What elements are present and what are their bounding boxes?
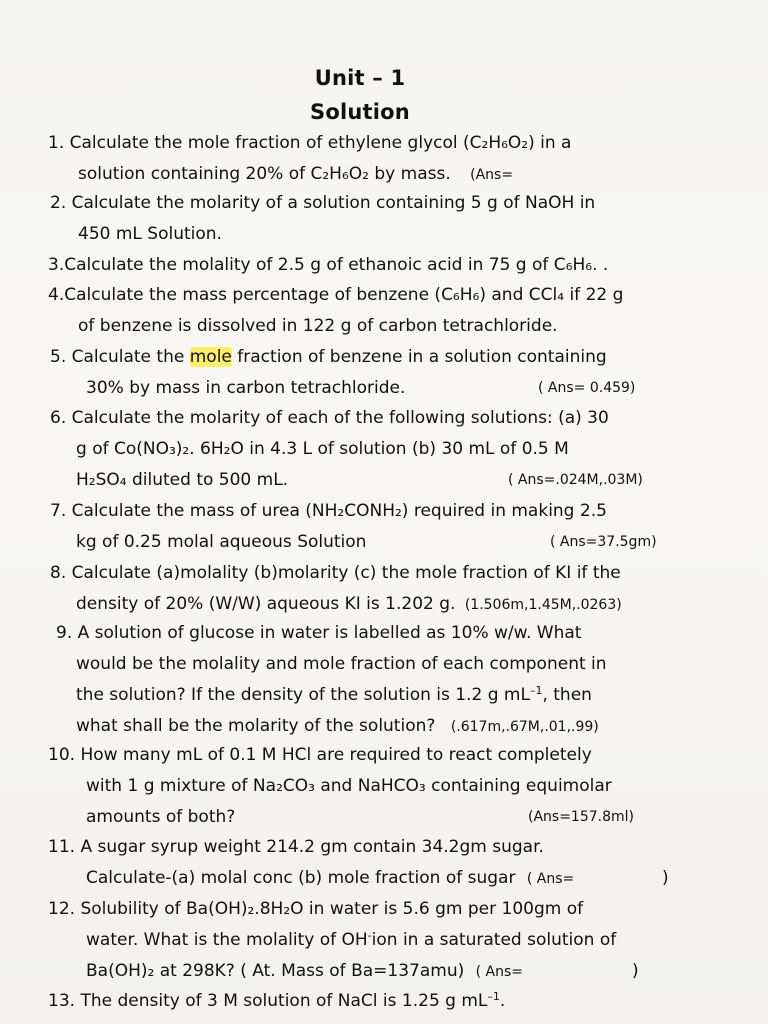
- question-11-line-2: Calculate-(a) molal conc (b) mole fraction of sugar: [86, 868, 516, 888]
- superscript: –1: [529, 684, 543, 697]
- question-7-answer: ( Ans=37.5gm): [550, 534, 657, 550]
- question-9-line-3-start: the solution? If the density of the solution is 1.2 g mL: [76, 685, 530, 705]
- superscript: -: [367, 929, 372, 942]
- question-9-line-3-wrap: [56, 680, 716, 711]
- question-10-line-1: 10. How many mL of 0.1 M HCl are required to react completely: [48, 745, 592, 765]
- question-1-line-1: 1. Calculate the mole fraction of ethylene glycol (C₂H₆O₂) in a: [48, 133, 572, 153]
- question-10-line-3: amounts of both?: [86, 807, 236, 827]
- question-8-answer: (1.506m,1.45M,.0263): [464, 597, 622, 613]
- question-5-line-1-wrap: [50, 342, 710, 373]
- question-6-answer: ( Ans=.024M,.03M): [508, 472, 643, 488]
- question-4-line-1: 4.Calculate the mass percentage of benzene (C₆H₆) and CCl₄ if 22 g: [48, 285, 624, 305]
- question-6-line-3-wrap: [50, 465, 710, 496]
- section-title: Solution: [310, 100, 410, 124]
- question-9-line-3-end: , then: [542, 685, 592, 705]
- question-5: [50, 342, 710, 404]
- question-12-line-2-wrap: [48, 925, 708, 956]
- question-12-line-2-start: water. What is the molality of OH: [86, 930, 368, 950]
- question-12-line-1: 12. Solubility of Ba(OH)₂.8H₂O in water is 5.6 gm per 100gm of: [48, 899, 584, 919]
- question-12-answer-close: ): [632, 961, 639, 981]
- question-5-line-2: 30% by mass in carbon tetrachloride.: [86, 378, 406, 398]
- question-2-line-1: 2. Calculate the molarity of a solution containing 5 g of NaOH in: [50, 193, 596, 213]
- question-1-line-2-wrap: [48, 159, 708, 190]
- question-9-answer: (.617m,.67M,.01,.99): [450, 719, 599, 735]
- question-13-line-1-start: 13. The density of 3 M solution of NaCl is 1.25 g mL: [48, 991, 488, 1011]
- question-7: [50, 496, 710, 558]
- question-8-line-2-wrap: [50, 589, 710, 620]
- question-5-line-2-wrap: [50, 373, 710, 404]
- question-6-line-2: g of Co(NO₃)₂. 6H₂O in 4.3 L of solution (b) 30 mL of 0.5 M: [76, 439, 569, 459]
- question-12-line-3-wrap: [48, 956, 708, 987]
- question-3-line-1: 3.Calculate the molality of 2.5 g of ethanoic acid in 75 g of C₆H₆. .: [48, 255, 609, 275]
- question-10-line-3-wrap: [48, 802, 708, 833]
- question-7-line-2-wrap: [50, 527, 710, 558]
- question-10-answer: (Ans=157.8ml): [528, 809, 635, 825]
- question-11-answer-close: ): [662, 868, 669, 888]
- question-13-line-1-wrap: [48, 986, 708, 1017]
- question-3: [48, 250, 708, 281]
- question-6-line-1: 6. Calculate the molarity of each of the following solutions: (a) 30: [50, 408, 609, 428]
- question-9-line-2: would be the molality and mole fraction of each component in: [76, 654, 607, 674]
- question-1-answer: (Ans=: [470, 167, 514, 183]
- question-5-line-1-end: fraction of benzene in a solution containing: [231, 347, 607, 367]
- question-8-line-2: density of 20% (W/W) aqueous KI is 1.202 g.: [76, 594, 456, 614]
- question-8: [50, 558, 710, 620]
- question-10: [48, 740, 708, 833]
- question-4: [48, 280, 708, 342]
- question-7-line-2: kg of 0.25 molal aqueous Solution: [76, 532, 367, 552]
- question-12-line-3: Ba(OH)₂ at 298K? ( At. Mass of Ba=137amu): [86, 961, 465, 981]
- superscript: –1: [487, 990, 500, 1003]
- highlighted-word: mole: [189, 347, 232, 367]
- question-8-line-1: 8. Calculate (a)molality (b)molarity (c) the mole fraction of KI if the: [50, 563, 621, 583]
- question-12-line-2-end: ion in a saturated solution of: [371, 930, 617, 950]
- question-12: [48, 894, 708, 987]
- question-11: [48, 832, 708, 894]
- question-6-line-3: H₂SO₄ diluted to 500 mL.: [76, 470, 289, 490]
- question-9-line-4: what shall be the molarity of the solution?: [76, 716, 436, 736]
- question-5-answer: ( Ans= 0.459): [538, 380, 636, 396]
- question-2: [50, 188, 710, 250]
- question-9-line-1: 9. A solution of glucose in water is labelled as 10% w/w. What: [56, 623, 582, 643]
- question-7-line-1: 7. Calculate the mass of urea (NH₂CONH₂) required in making 2.5: [50, 501, 607, 521]
- question-6: [50, 403, 710, 496]
- question-10-line-2: with 1 g mixture of Na₂CO₃ and NaHCO₃ containing equimolar: [86, 776, 612, 796]
- question-1: [48, 128, 708, 190]
- question-13-line-1-end: .: [499, 991, 506, 1011]
- question-13: [48, 986, 708, 1017]
- question-11-line-2-wrap: [48, 863, 708, 894]
- question-9-line-4-wrap: [56, 711, 716, 742]
- question-5-line-1-start: 5. Calculate the: [50, 347, 190, 367]
- unit-title: Unit – 1: [314, 66, 406, 90]
- question-12-answer: ( Ans=: [475, 964, 524, 980]
- question-4-line-2: of benzene is dissolved in 122 g of carbon tetrachloride.: [78, 316, 558, 336]
- question-11-line-1: 11. A sugar syrup weight 214.2 gm contain 34.2gm sugar.: [48, 837, 544, 857]
- question-1-line-2: solution containing 20% of C₂H₆O₂ by mass.: [78, 164, 451, 184]
- question-11-answer: ( Ans=: [526, 871, 575, 887]
- question-2-line-2: 450 mL Solution.: [78, 224, 222, 244]
- question-9: [56, 618, 716, 742]
